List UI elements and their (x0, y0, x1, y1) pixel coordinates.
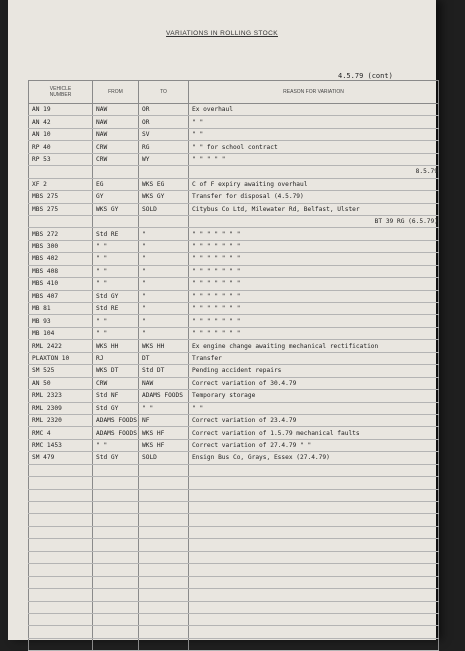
table-row (29, 551, 439, 563)
table-row (29, 564, 439, 576)
vehicle-cell: RML 2422 (29, 340, 93, 352)
table-row (29, 128, 439, 140)
reason-cell (189, 601, 439, 613)
from-cell (93, 601, 139, 613)
reason-cell: Transfer for disposal (4.5.79) (189, 191, 439, 203)
to-cell: WKS EG (139, 178, 189, 190)
to-cell: OR (139, 104, 189, 116)
to-cell: SOLD (139, 203, 189, 215)
reason-cell (189, 638, 439, 650)
table-row (29, 104, 439, 116)
reason-cell: Ex overhaul (189, 104, 439, 116)
table-row (29, 253, 439, 265)
vehicle-cell (29, 551, 93, 563)
variations-table (28, 80, 439, 651)
to-cell (139, 613, 189, 625)
vehicle-cell: SM 479 (29, 452, 93, 464)
table-row (29, 638, 439, 650)
table-row (29, 489, 439, 501)
reason-cell: Citybus Co Ltd, Milewater Rd, Belfast, Ulster (189, 203, 439, 215)
reason-cell: Correct variation of 30.4.79 (189, 377, 439, 389)
vehicle-cell: MBS 402 (29, 253, 93, 265)
vehicle-cell (29, 489, 93, 501)
reason-cell (189, 551, 439, 563)
table-row (29, 452, 439, 464)
to-cell: WKS GY (139, 191, 189, 203)
table-row (29, 315, 439, 327)
vehicle-cell: RML 2320 (29, 414, 93, 426)
from-cell: " " (93, 265, 139, 277)
reason-cell: " " " " " " " (189, 327, 439, 339)
reason-cell: " " " " " " " (189, 315, 439, 327)
reason-cell: BT 39 RG (6.5.79) (189, 215, 439, 227)
vehicle-cell (29, 514, 93, 526)
reason-cell: " " " " " " " (189, 228, 439, 240)
to-cell: " (139, 265, 189, 277)
vehicle-cell: XF 2 (29, 178, 93, 190)
vehicle-cell: PLAXTON 10 (29, 352, 93, 364)
to-cell (139, 551, 189, 563)
header-to: TO (139, 81, 189, 104)
reason-cell: " " " " " " " (189, 265, 439, 277)
from-cell: NAW (93, 116, 139, 128)
table-row (29, 477, 439, 489)
header-vehicle-number: VEHICLE NUMBER (29, 81, 93, 104)
from-cell (93, 539, 139, 551)
from-cell: " " (93, 253, 139, 265)
to-cell (139, 215, 189, 227)
reason-cell: " " " " " " " (189, 253, 439, 265)
reason-cell: " " (189, 128, 439, 140)
from-cell: Std RE (93, 303, 139, 315)
to-cell: WKS HF (139, 427, 189, 439)
from-cell: ADAMS FOODS (93, 414, 139, 426)
vehicle-cell: AN 50 (29, 377, 93, 389)
from-cell: " " (93, 327, 139, 339)
vehicle-cell: MB 104 (29, 327, 93, 339)
reason-cell: Correct variation of 23.4.79 (189, 414, 439, 426)
table-row (29, 390, 439, 402)
table-row (29, 215, 439, 227)
from-cell: NAW (93, 104, 139, 116)
from-cell (93, 166, 139, 178)
to-cell: WKS HF (139, 439, 189, 451)
table-row (29, 427, 439, 439)
table-row (29, 240, 439, 252)
to-cell: " " (139, 402, 189, 414)
from-cell: CRW (93, 377, 139, 389)
reason-cell: Ensign Bus Co, Grays, Essex (27.4.79) (189, 452, 439, 464)
from-cell (93, 613, 139, 625)
to-cell (139, 601, 189, 613)
table-row (29, 589, 439, 601)
reason-cell (189, 514, 439, 526)
from-cell: Std RE (93, 228, 139, 240)
to-cell (139, 576, 189, 588)
vehicle-cell (29, 477, 93, 489)
vehicle-cell (29, 626, 93, 638)
vehicle-cell: MBS 300 (29, 240, 93, 252)
reason-cell (189, 626, 439, 638)
table-row (29, 514, 439, 526)
from-cell: " " (93, 240, 139, 252)
vehicle-cell (29, 539, 93, 551)
reason-cell: " " (189, 402, 439, 414)
reason-cell (189, 589, 439, 601)
reason-cell (189, 502, 439, 514)
table-row (29, 365, 439, 377)
from-cell: WKS DT (93, 365, 139, 377)
table-row (29, 303, 439, 315)
vehicle-cell: MBS 407 (29, 290, 93, 302)
to-cell: DT (139, 352, 189, 364)
header-from: FROM (93, 81, 139, 104)
table-row (29, 265, 439, 277)
reason-cell: " " (189, 116, 439, 128)
table-row (29, 352, 439, 364)
from-cell: " " (93, 439, 139, 451)
to-cell: SV (139, 128, 189, 140)
vehicle-cell: AN 42 (29, 116, 93, 128)
to-cell: ADAMS FOODS (139, 390, 189, 402)
reason-cell: " " " " " " " (189, 278, 439, 290)
to-cell (139, 564, 189, 576)
table-row (29, 601, 439, 613)
to-cell (139, 526, 189, 538)
header-reason: REASON FOR VARIATION (189, 81, 439, 104)
vehicle-cell: RP 40 (29, 141, 93, 153)
to-cell: " (139, 228, 189, 240)
reason-cell: Pending accident repairs (189, 365, 439, 377)
vehicle-cell (29, 589, 93, 601)
table-row (29, 377, 439, 389)
vehicle-cell (29, 638, 93, 650)
to-cell (139, 489, 189, 501)
table-row (29, 539, 439, 551)
from-cell: CRW (93, 153, 139, 165)
table-row (29, 414, 439, 426)
table-row (29, 327, 439, 339)
table-row (29, 613, 439, 625)
reason-cell (189, 564, 439, 576)
from-cell: " " (93, 278, 139, 290)
to-cell (139, 477, 189, 489)
from-cell (93, 464, 139, 476)
vehicle-cell (29, 564, 93, 576)
table-row (29, 464, 439, 476)
table-row (29, 340, 439, 352)
reason-cell (189, 477, 439, 489)
reason-cell: " " " " " " " (189, 290, 439, 302)
to-cell (139, 539, 189, 551)
reason-cell: 8.5.79 (189, 166, 439, 178)
table-row (29, 439, 439, 451)
from-cell: WKS GY (93, 203, 139, 215)
from-cell: " " (93, 315, 139, 327)
vehicle-cell: MBS 275 (29, 191, 93, 203)
to-cell (139, 514, 189, 526)
table-row (29, 141, 439, 153)
from-cell (93, 589, 139, 601)
from-cell: Std GY (93, 290, 139, 302)
from-cell: Std GY (93, 452, 139, 464)
to-cell: " (139, 290, 189, 302)
to-cell (139, 464, 189, 476)
reason-cell: Temporary storage (189, 390, 439, 402)
vehicle-cell: RML 2323 (29, 390, 93, 402)
from-cell (93, 564, 139, 576)
from-cell: Std NF (93, 390, 139, 402)
reason-cell (189, 539, 439, 551)
vehicle-cell: RP 53 (29, 153, 93, 165)
reason-cell: Ex engine change awaiting mechanical rectification (189, 340, 439, 352)
reason-cell: Transfer (189, 352, 439, 364)
from-cell: WKS HH (93, 340, 139, 352)
to-cell: SOLD (139, 452, 189, 464)
from-cell: GY (93, 191, 139, 203)
vehicle-cell: MBS 275 (29, 203, 93, 215)
to-cell (139, 166, 189, 178)
to-cell (139, 502, 189, 514)
table-row (29, 116, 439, 128)
reason-cell (189, 613, 439, 625)
table-row (29, 191, 439, 203)
reason-cell: Correct variation of 27.4.79 " " (189, 439, 439, 451)
page-title: VARIATIONS IN ROLLING STOCK (166, 30, 278, 37)
vehicle-cell: AN 10 (29, 128, 93, 140)
to-cell: OR (139, 116, 189, 128)
table-row (29, 626, 439, 638)
from-cell (93, 502, 139, 514)
to-cell: NAW (139, 377, 189, 389)
from-cell: CRW (93, 141, 139, 153)
to-cell (139, 638, 189, 650)
vehicle-cell (29, 502, 93, 514)
table-header-row (29, 81, 439, 104)
from-cell: RJ (93, 352, 139, 364)
from-cell (93, 576, 139, 588)
table-row (29, 153, 439, 165)
from-cell (93, 489, 139, 501)
vehicle-cell (29, 464, 93, 476)
vehicle-cell: MBS 408 (29, 265, 93, 277)
to-cell: NF (139, 414, 189, 426)
vehicle-cell: MB 93 (29, 315, 93, 327)
to-cell: WY (139, 153, 189, 165)
reason-cell: C of F expiry awaiting overhaul (189, 178, 439, 190)
vehicle-cell: RMC 4 (29, 427, 93, 439)
from-cell (93, 626, 139, 638)
from-cell (93, 477, 139, 489)
table-row (29, 576, 439, 588)
to-cell: Std DT (139, 365, 189, 377)
from-cell (93, 638, 139, 650)
table-row (29, 502, 439, 514)
to-cell: RG (139, 141, 189, 153)
vehicle-cell: MBS 410 (29, 278, 93, 290)
vehicle-cell (29, 601, 93, 613)
vehicle-cell: RMC 1453 (29, 439, 93, 451)
to-cell: " (139, 240, 189, 252)
vehicle-cell: MBS 272 (29, 228, 93, 240)
to-cell (139, 626, 189, 638)
reason-cell: " " " " " (189, 153, 439, 165)
from-cell: NAW (93, 128, 139, 140)
to-cell (139, 589, 189, 601)
vehicle-cell: SM 525 (29, 365, 93, 377)
vehicle-cell (29, 526, 93, 538)
reason-cell (189, 526, 439, 538)
vehicle-cell: AN 19 (29, 104, 93, 116)
to-cell: " (139, 278, 189, 290)
vehicle-cell (29, 576, 93, 588)
table-row (29, 166, 439, 178)
from-cell (93, 514, 139, 526)
document-sheet (8, 0, 436, 640)
to-cell: " (139, 303, 189, 315)
to-cell: " (139, 327, 189, 339)
from-cell (93, 526, 139, 538)
reason-cell: " " " " " " " (189, 303, 439, 315)
table-row (29, 203, 439, 215)
reason-cell (189, 464, 439, 476)
reason-cell (189, 576, 439, 588)
reason-cell: Correct variation of 1.5.79 mechanical faults (189, 427, 439, 439)
table-row (29, 178, 439, 190)
from-cell: EG (93, 178, 139, 190)
table-row (29, 278, 439, 290)
vehicle-cell (29, 215, 93, 227)
date-heading: 4.5.79 (cont) (338, 72, 393, 80)
reason-cell: " " for school contract (189, 141, 439, 153)
from-cell: Std GY (93, 402, 139, 414)
table-row (29, 228, 439, 240)
table-row (29, 526, 439, 538)
from-cell (93, 215, 139, 227)
vehicle-cell (29, 166, 93, 178)
table-row (29, 290, 439, 302)
to-cell: WKS HH (139, 340, 189, 352)
vehicle-cell: RML 2309 (29, 402, 93, 414)
reason-cell (189, 489, 439, 501)
reason-cell: " " " " " " " (189, 240, 439, 252)
from-cell (93, 551, 139, 563)
to-cell: " (139, 253, 189, 265)
vehicle-cell: MB 81 (29, 303, 93, 315)
table-row (29, 402, 439, 414)
from-cell: ADAMS FOODS (93, 427, 139, 439)
vehicle-cell (29, 613, 93, 625)
to-cell: " (139, 315, 189, 327)
